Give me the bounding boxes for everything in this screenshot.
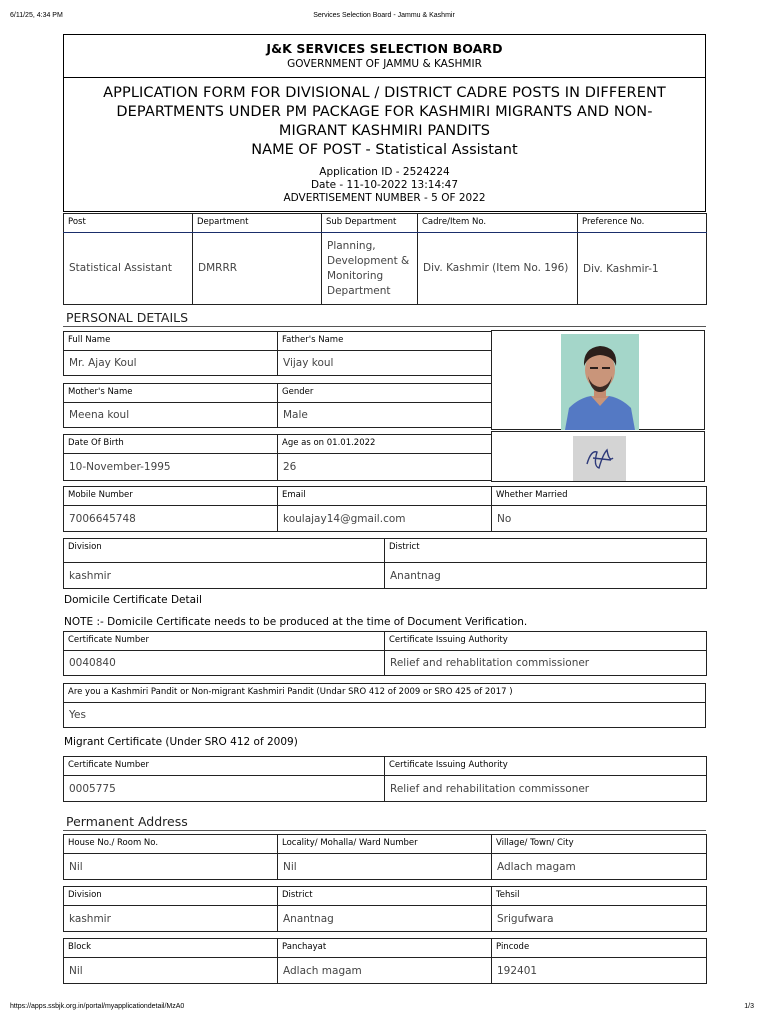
full-name-label: Full Name: [64, 332, 278, 351]
gender-label: Gender: [278, 384, 492, 403]
block-label: Block: [64, 939, 278, 958]
board-name: J&K SERVICES SELECTION BOARD: [266, 41, 503, 56]
contact-table: [63, 486, 707, 532]
house-label: House No./ Room No.: [64, 835, 278, 854]
parents-table: [63, 383, 492, 428]
age-label: Age as on 01.01.2022: [278, 435, 492, 454]
domicile-note: NOTE :- Domicile Certificate needs to be produced at the time of Document Verification.: [64, 616, 528, 628]
domicile-title: Domicile Certificate Detail: [64, 594, 202, 606]
pincode-label: Pincode: [492, 939, 707, 958]
married-label: Whether Married: [492, 487, 707, 506]
section-divider: [63, 830, 706, 831]
married-value: No: [492, 506, 707, 532]
mother-name-value: Meena koul: [64, 403, 278, 428]
print-header: [0, 12, 768, 22]
father-name-value: Vijay koul: [278, 351, 492, 376]
mobile-label: Mobile Number: [64, 487, 278, 506]
form-header: [63, 34, 706, 212]
personal-details-title: PERSONAL DETAILS: [66, 310, 189, 325]
form-title-line3: MIGRANT KASHMIRI PANDITS: [278, 123, 491, 139]
division-value: kashmir: [64, 563, 385, 589]
pandit-table: [63, 683, 706, 728]
email-label: Email: [278, 487, 492, 506]
panchayat-label: Panchayat: [278, 939, 492, 958]
domicile-table: [63, 631, 707, 676]
name-table: [63, 331, 492, 376]
post-header-cell: Sub Department: [322, 214, 418, 233]
print-page-count: 1/3: [744, 1003, 754, 1010]
print-url: https://apps.ssbjk.org.in/portal/myapplicationdetail/MzA0: [10, 1003, 185, 1010]
address-district-label: District: [278, 887, 492, 906]
tehsil-label: Tehsil: [492, 887, 707, 906]
address-row1-table: [63, 834, 707, 880]
application-id: Application ID - 2524224: [319, 166, 450, 178]
post-table-header: [64, 214, 707, 233]
domicile-authority-label: Certificate Issuing Authority: [385, 632, 707, 651]
post-header-cell: Post: [64, 214, 193, 233]
form-title-line1: APPLICATION FORM FOR DIVISIONAL / DISTRICT CADRE POSTS IN DIFFERENT: [103, 85, 666, 101]
permanent-address-title: Permanent Address: [66, 814, 188, 829]
signature-frame: [491, 431, 705, 482]
print-footer: [0, 1003, 768, 1013]
print-page-title: Services Selection Board - Jammu & Kashmir: [313, 12, 455, 19]
father-name-label: Father's Name: [278, 332, 492, 351]
government-name: GOVERNMENT OF JAMMU & KASHMIR: [287, 58, 482, 70]
locality-label: Locality/ Mohalla/ Ward Number: [278, 835, 492, 854]
village-label: Village/ Town/ City: [492, 835, 707, 854]
domicile-cert-value: 0040840: [64, 651, 385, 676]
board-heading: [64, 35, 705, 78]
age-value: 26: [278, 454, 492, 481]
form-title-line2: DEPARTMENTS UNDER PM PACKAGE FOR KASHMIRI MIGRANTS AND NON-: [116, 104, 653, 120]
full-name-value: Mr. Ajay Koul: [64, 351, 278, 376]
print-datetime: 6/11/25, 4:34 PM: [10, 12, 63, 19]
address-division-label: Division: [64, 887, 278, 906]
division-label: Division: [64, 539, 385, 563]
pandit-question: Are you a Kashmiri Pandit or Non-migrant Kashmiri Pandit (Undar SRO 412 of 2009 or SRO 425 of 2017 ): [64, 684, 706, 703]
pincode-value: 192401: [492, 958, 707, 984]
post-header-cell: Cadre/Item No.: [418, 214, 578, 233]
sub-department-value: Planning, Development & Monitoring Department: [322, 233, 418, 305]
migrant-title: Migrant Certificate (Under SRO 412 of 2009): [64, 736, 298, 748]
address-district-value: Anantnag: [278, 906, 492, 932]
post-value: Statistical Assistant: [64, 233, 193, 305]
applicant-signature: [573, 436, 626, 481]
tehsil-value: Srigufwara: [492, 906, 707, 932]
applicant-photo: [561, 334, 639, 430]
migrant-cert-value: 0005775: [64, 776, 385, 802]
migrant-table: [63, 756, 707, 802]
department-value: DMRRR: [193, 233, 322, 305]
village-value: Adlach magam: [492, 854, 707, 880]
address-row3-table: [63, 938, 707, 984]
section-divider: [63, 326, 706, 327]
photo-frame: [491, 330, 705, 430]
migrant-authority-label: Certificate Issuing Authority: [385, 757, 707, 776]
mother-name-label: Mother's Name: [64, 384, 278, 403]
post-header-cell: Preference No.: [578, 214, 707, 233]
email-value: koulajay14@gmail.com: [278, 506, 492, 532]
gender-value: Male: [278, 403, 492, 428]
division-table: [63, 538, 707, 589]
migrant-authority-value: Relief and rehabilitation commissoner: [385, 776, 707, 802]
pandit-answer: Yes: [64, 703, 706, 728]
application-date: Date - 11-10-2022 13:14:47: [310, 179, 459, 191]
locality-value: Nil: [278, 854, 492, 880]
house-value: Nil: [64, 854, 278, 880]
migrant-cert-label: Certificate Number: [64, 757, 385, 776]
preference-value: Div. Kashmir-1: [578, 233, 707, 305]
domicile-cert-label: Certificate Number: [64, 632, 385, 651]
advertisement-number: ADVERTISEMENT NUMBER - 5 OF 2022: [283, 192, 486, 204]
district-label: District: [385, 539, 707, 563]
domicile-authority-value: Relief and rehablitation commissioner: [385, 651, 707, 676]
dob-label: Date Of Birth: [64, 435, 278, 454]
post-header-cell: Department: [193, 214, 322, 233]
block-value: Nil: [64, 958, 278, 984]
mobile-value: 7006645748: [64, 506, 278, 532]
dob-value: 10-November-1995: [64, 454, 278, 481]
cadre-value: Div. Kashmir (Item No. 196): [418, 233, 578, 305]
address-division-value: kashmir: [64, 906, 278, 932]
district-value: Anantnag: [385, 563, 707, 589]
post-table-row: [64, 233, 707, 305]
application-heading: [64, 78, 705, 205]
post-table: [63, 213, 707, 305]
address-row2-table: [63, 886, 707, 932]
post-name: NAME OF POST - Statistical Assistant: [251, 142, 518, 158]
panchayat-value: Adlach magam: [278, 958, 492, 984]
dob-table: [63, 434, 492, 481]
